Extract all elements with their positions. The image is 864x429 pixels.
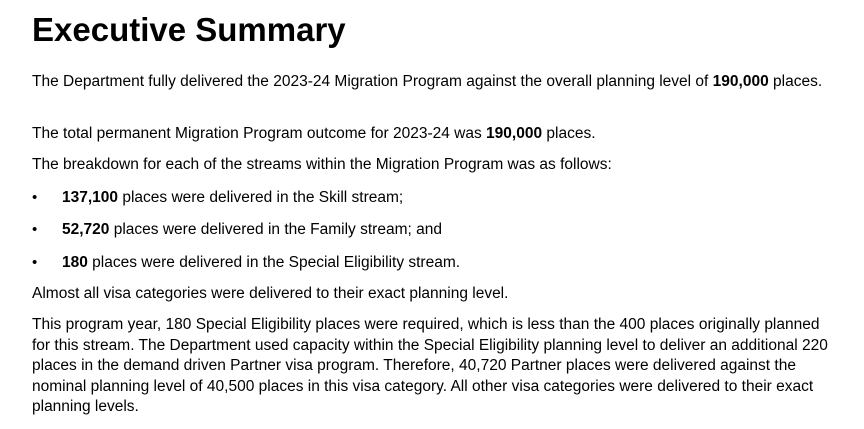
paragraph-delivery-overview [32,72,832,93]
bullet-icon: • [32,221,38,238]
paragraph-text: places. [768,73,823,90]
bold-figure: 180 [62,254,88,271]
list-item-text: places were delivered in the Special Eligibility stream. [87,254,461,271]
bullet-icon: • [32,189,38,206]
paragraph-text: places. [542,125,596,142]
paragraph-planning-level: Almost all visa categories were delivered to their exact planning level. [32,285,509,302]
bullet-icon: • [32,254,38,271]
paragraph-total-outcome [32,124,832,145]
list-item-text: places were delivered in the Family stream; and [109,221,442,238]
bold-figure: 52,720 [62,221,110,238]
paragraph-program-year: This program year, 180 Special Eligibility places were required, which is less than the 400 places originally planned for this stream. The Department used capacity within the Special Eligibility planning level to deliver an additional 220 places in the demand driven Partner visa program. Therefore, 40,720 Partner places were delivered against the nominal planning level of 40,500 places in this visa category. All other visa categories were delivered to their exact planning levels. [32,316,828,415]
paragraph-text: The Department fully delivered the 2023-24 Migration Program against the overall planning level of [32,73,713,90]
paragraph-breakdown-intro: The breakdown for each of the streams within the Migration Program was as follows: [32,156,612,173]
bold-figure: 137,100 [62,189,119,206]
bold-figure: 190,000 [712,73,769,90]
list-item-text: places were delivered in the Skill stream; [118,189,404,206]
paragraph-text: The total permanent Migration Program outcome for 2023-24 was [32,125,487,142]
page-title: Executive Summary [32,11,346,48]
bold-figure: 190,000 [486,125,543,142]
